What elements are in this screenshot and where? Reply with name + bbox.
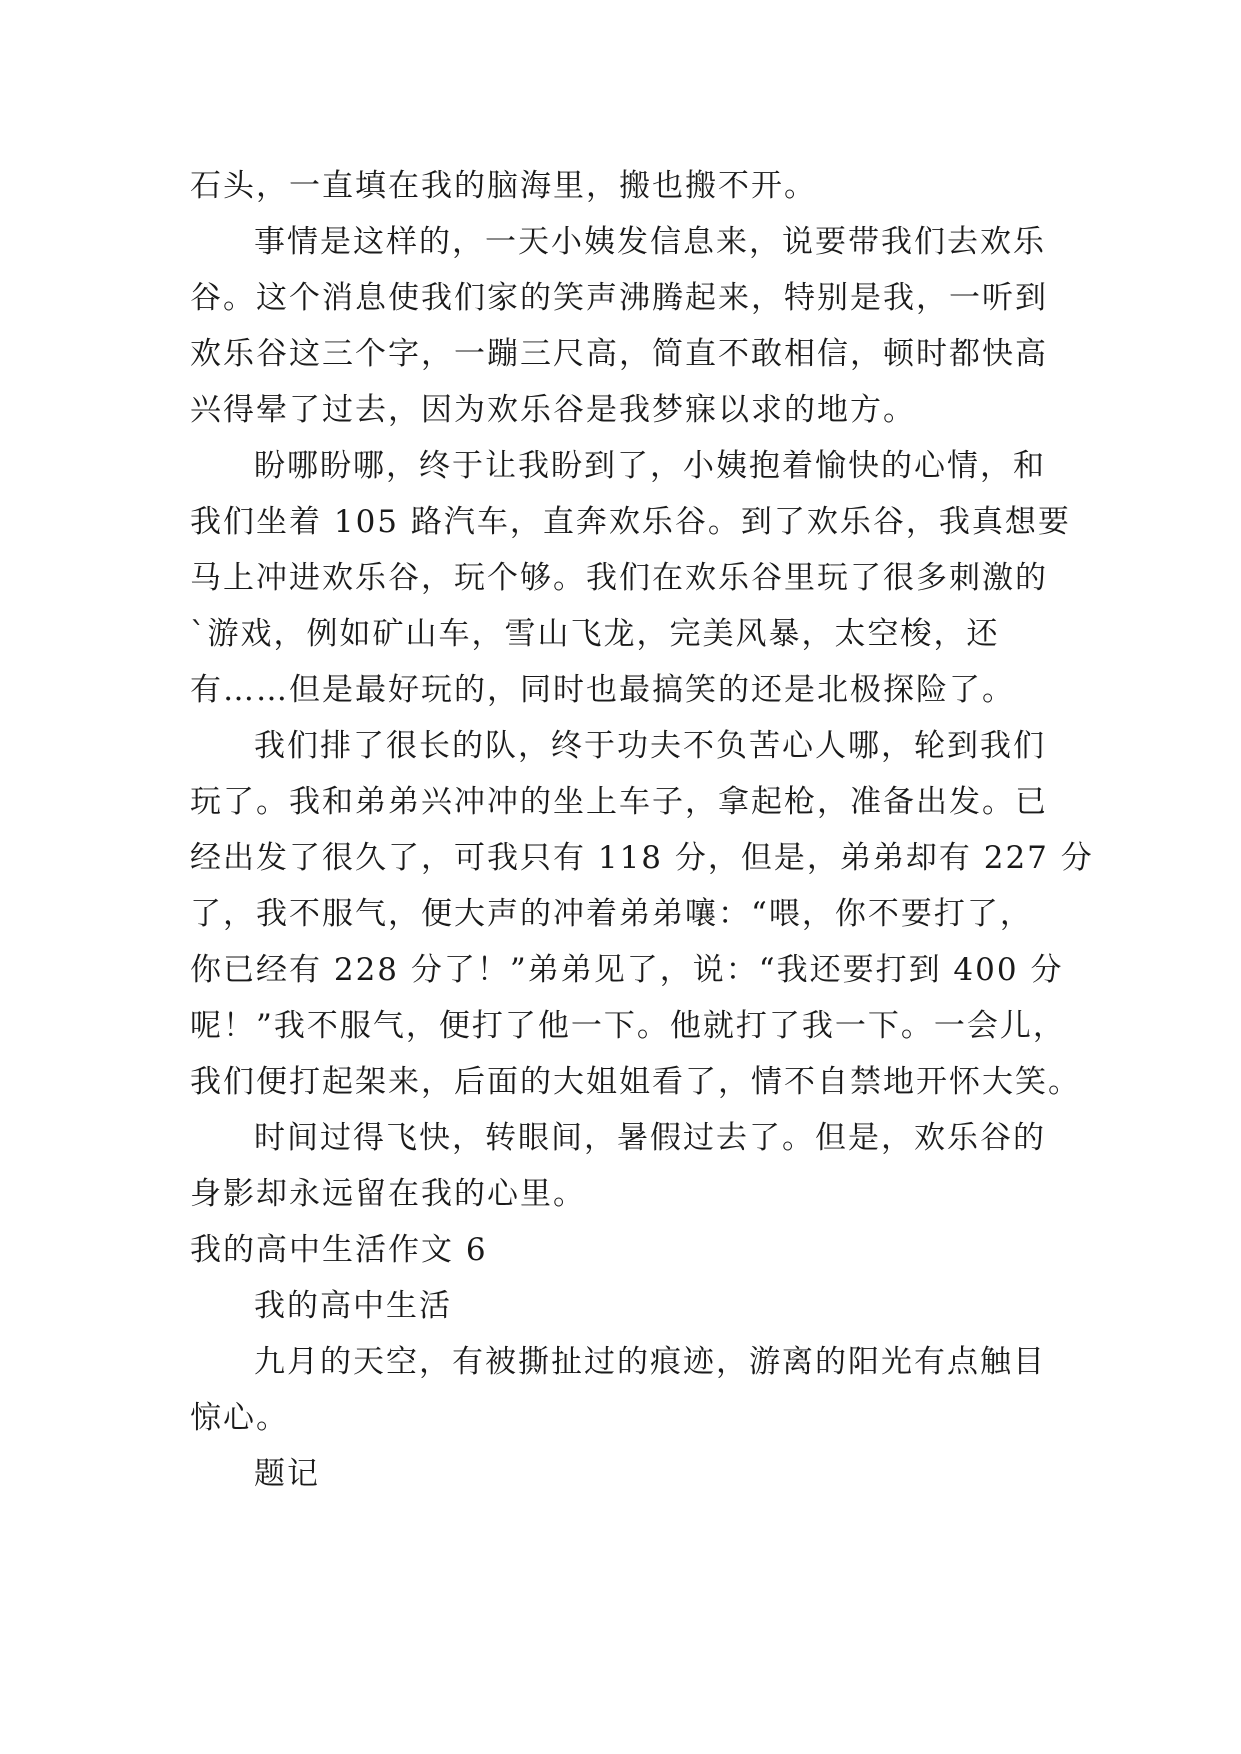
- paragraph-line: 了，我不服气，便大声的冲着弟弟嚷：“喂，你不要打了，: [190, 896, 1033, 932]
- paragraph-line: 我们坐着 105 路汽车，直奔欢乐谷。到了欢乐谷，我真想要: [190, 504, 1071, 540]
- paragraph-line: `游戏，例如矿山车，雪山飞龙，完美风暴，太空梭，还: [190, 616, 1000, 652]
- paragraph-line: 身影却永远留在我的心里。: [190, 1176, 586, 1212]
- paragraph-line: 石头，一直填在我的脑海里，搬也搬不开。: [190, 168, 817, 204]
- paragraph-line: 马上冲进欢乐谷，玩个够。我们在欢乐谷里玩了很多刺激的: [190, 560, 1048, 596]
- paragraph-line: 我们排了很长的队，终于功夫不负苦心人哪，轮到我们: [254, 728, 1046, 764]
- paragraph-line: 你已经有 228 分了！”弟弟见了，说：“我还要打到 400 分: [190, 952, 1064, 988]
- essay-title: 我的高中生活: [254, 1288, 452, 1324]
- paragraph-line: 经出发了很久了，可我只有 118 分，但是，弟弟却有 227 分: [190, 840, 1094, 876]
- paragraph-line: 欢乐谷这三个字，一蹦三尺高，简直不敢相信，顿时都快高: [190, 336, 1048, 372]
- section-heading: 我的高中生活作文 6: [190, 1232, 488, 1268]
- paragraph-line: 事情是这样的，一天小姨发信息来，说要带我们去欢乐: [254, 224, 1046, 260]
- paragraph-line: 有……但是最好玩的，同时也最搞笑的还是北极探险了。: [190, 672, 1015, 708]
- paragraph-line: 玩了。我和弟弟兴冲冲的坐上车子，拿起枪，准备出发。已: [190, 784, 1048, 820]
- paragraph-line: 谷。这个消息使我们家的笑声沸腾起来，特别是我，一听到: [190, 280, 1048, 316]
- paragraph-line: 我们便打起架来，后面的大姐姐看了，情不自禁地开怀大笑。: [190, 1064, 1081, 1100]
- epigraph-label: 题记: [254, 1456, 320, 1492]
- paragraph-line: 呢！”我不服气，便打了他一下。他就打了我一下。一会儿，: [190, 1008, 1066, 1044]
- paragraph-line: 兴得晕了过去，因为欢乐谷是我梦寐以求的地方。: [190, 392, 916, 428]
- paragraph-line: 盼哪盼哪，终于让我盼到了，小姨抱着愉快的心情，和: [254, 448, 1046, 484]
- paragraph-line: 九月的天空，有被撕扯过的痕迹，游离的阳光有点触目: [254, 1344, 1046, 1380]
- paragraph-line: 惊心。: [190, 1400, 289, 1436]
- paragraph-line: 时间过得飞快，转眼间，暑假过去了。但是，欢乐谷的: [254, 1120, 1046, 1156]
